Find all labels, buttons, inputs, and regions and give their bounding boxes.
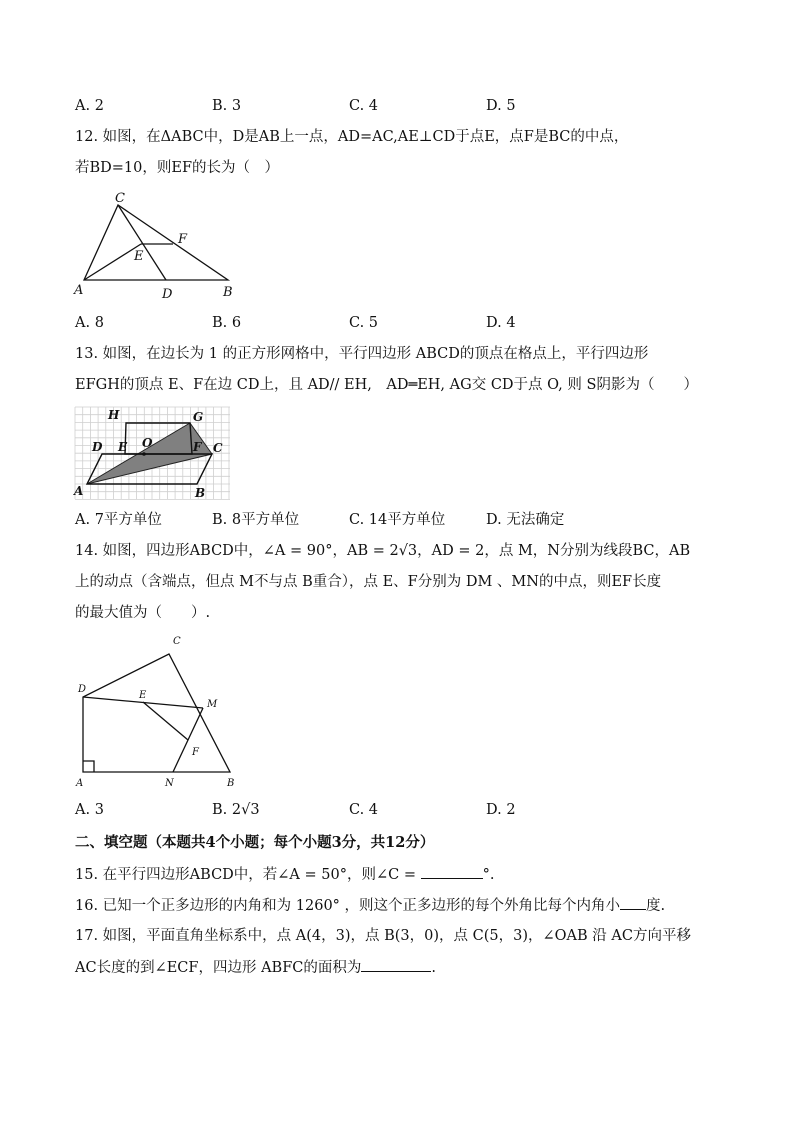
q12-text-line1: 12. 如图，在ΔABC中，D是AB上一点，AD=AC,AE⊥CD于点E，点F是BC的中点，	[75, 129, 629, 145]
q13-label-e: E	[118, 440, 128, 454]
q13-option-a[interactable]: A. 7平方单位	[75, 512, 162, 528]
q14-label-d: D	[78, 684, 87, 695]
q17-text-pre: AC长度的到∠ECF，四边形 ABFC的面积为	[75, 960, 362, 976]
q13-label-o: O	[142, 436, 153, 450]
q13-text-line1: 13. 如图，在边长为 1 的正方形网格中，平行四边形 ABCD的顶点在格点上，平行四边形	[75, 346, 649, 362]
q17-answer-blank[interactable]	[361, 957, 431, 972]
q12-option-d[interactable]: D. 4	[486, 315, 516, 331]
q12-options	[75, 313, 715, 333]
q13-grid-figure	[72, 404, 232, 502]
q15-answer-blank[interactable]	[421, 864, 483, 879]
q12-label-f: F	[178, 232, 188, 247]
q13-label-g: G	[193, 410, 204, 424]
q14-options	[75, 800, 715, 820]
q12-label-c: C	[115, 191, 125, 206]
q14-quadrilateral-figure	[70, 632, 245, 792]
q14-label-e: E	[139, 690, 147, 701]
q16-text-pre: 16. 已知一个正多边形的内角和为 1260° ，则这个正多边形的每个外角比每个内角小	[75, 898, 621, 914]
q14-label-n: N	[165, 778, 174, 789]
q14-label-c: C	[173, 636, 181, 647]
q11-options	[75, 96, 715, 116]
q12-triangle-figure	[70, 188, 250, 304]
q11-option-d[interactable]: D. 5	[486, 98, 516, 114]
q14-option-c[interactable]: C. 4	[349, 802, 379, 818]
q14-text-line2: 上的动点（含端点，但点 M不与点 B重合），点 E、F分别为 DM 、MN的中点，则EF长度	[75, 574, 662, 590]
q11-option-b[interactable]: B. 3	[212, 98, 242, 114]
q14-label-m: M	[207, 699, 218, 710]
q14-text-line1: 14. 如图，四边形ABCD中，∠A = 90°，AB = 2√3，AD = 2，点 M，N分别为线段BC，AB	[75, 543, 691, 559]
q12-label-a: A	[74, 283, 84, 298]
q11-option-c[interactable]: C. 4	[349, 98, 379, 114]
q14-label-f: F	[192, 747, 199, 758]
q17-text-post: .	[431, 960, 436, 976]
q13-text-line2: EFGH的顶点 E、F在边 CD上，且 AD// EH, AD═EH, AG交 CD于点 O, 则 S阴影为（ ）	[75, 377, 698, 393]
q13-label-h: H	[108, 408, 120, 422]
q13-label-c: C	[213, 441, 223, 455]
q11-option-a[interactable]: A. 2	[75, 98, 104, 114]
q17-text-line1: 17. 如图，平面直角坐标系中，点 A(4，3)，点 B(3，0)，点 C(5，3)，∠OAB 沿 AC方向平移	[75, 928, 691, 944]
q13-label-f: F	[193, 440, 202, 454]
q13-label-d: D	[92, 440, 103, 454]
q12-label-b: B	[223, 285, 233, 300]
q15-text-pre: 15. 在平行四边形ABCD中，若∠A = 50°，则∠C =	[75, 867, 421, 883]
q15-text	[75, 864, 494, 885]
q15-text-post: °.	[482, 867, 495, 883]
q12-text-line2: 若BD=10，则EF的长为（ ）	[75, 160, 280, 176]
q17-text-line2	[75, 957, 436, 978]
q13-option-c[interactable]: C. 14平方单位	[349, 512, 446, 528]
q16-text	[75, 895, 665, 916]
q12-option-b[interactable]: B. 6	[212, 315, 242, 331]
q13-label-a: A	[74, 484, 84, 498]
q14-label-a: A	[76, 778, 84, 789]
q14-text-line3: 的最大值为（ ）.	[75, 605, 211, 621]
q14-option-d[interactable]: D. 2	[486, 802, 516, 818]
q13-label-b: B	[195, 486, 206, 500]
q12-label-e: E	[134, 249, 144, 264]
q14-option-b[interactable]: B. 2√3	[212, 802, 260, 818]
q14-option-a[interactable]: A. 3	[75, 802, 104, 818]
q12-label-d: D	[162, 287, 173, 302]
q12-option-a[interactable]: A. 8	[75, 315, 104, 331]
q13-option-b[interactable]: B. 8平方单位	[212, 512, 300, 528]
q12-option-c[interactable]: C. 5	[349, 315, 379, 331]
q14-label-b: B	[227, 778, 235, 789]
q13-options	[75, 510, 715, 530]
q16-answer-blank[interactable]	[620, 895, 646, 910]
q16-text-post: 度.	[646, 898, 666, 914]
section-fill-in-heading: 二、填空题（本题共4个小题；每个小题3分，共12分）	[75, 834, 435, 851]
q13-option-d[interactable]: D. 无法确定	[486, 512, 565, 528]
